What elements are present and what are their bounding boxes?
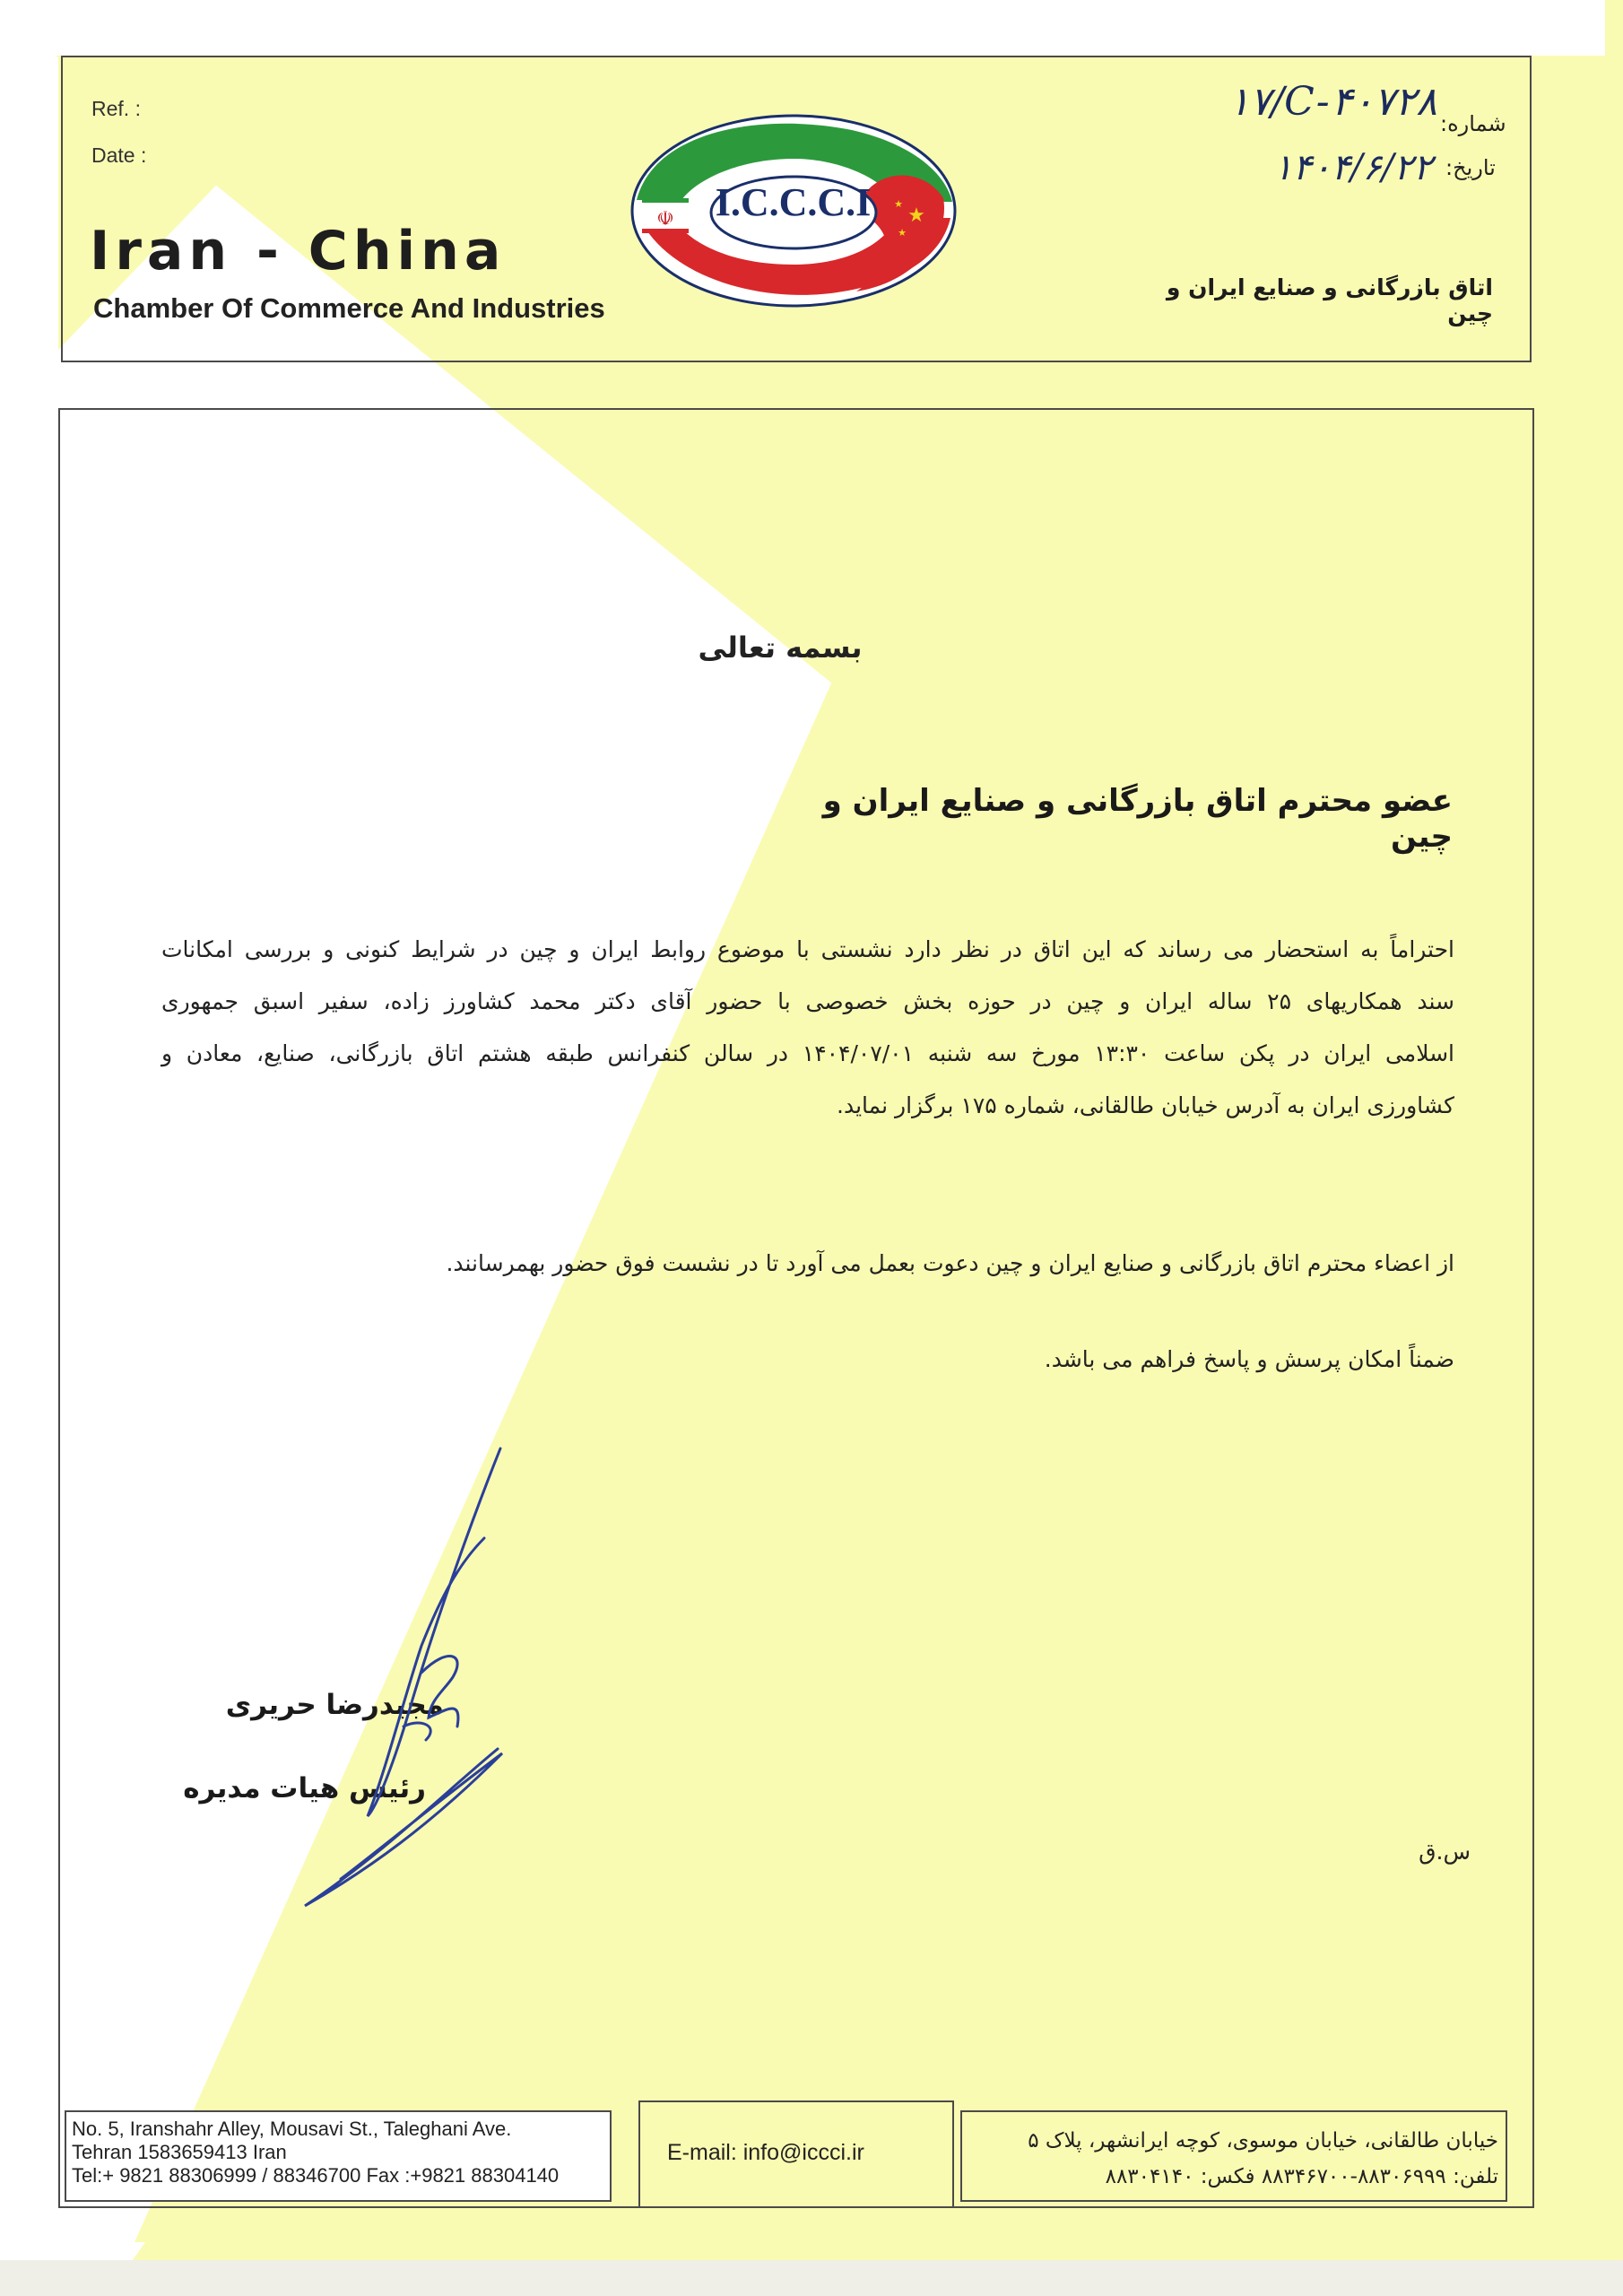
paragraph-1-line-2: سند همکاریهای ۲۵ ساله ایران و چین در حوزه بخش خصوصی با حضور آقای دکتر محمد کشاورز زاده، سفیر اسبق جمهوری — [161, 988, 1454, 1014]
date-label-fa: تاریخ: — [1445, 155, 1496, 180]
letter-paragraph-3: ضمناً امکان پرسش و پاسخ فراهم می باشد. — [1044, 1346, 1454, 1372]
organization-subtitle-en: Chamber Of Commerce And Industries — [93, 292, 605, 324]
letter-paragraph-2: از اعضاء محترم اتاق بازرگانی و صنایع ایران و چین دعوت بعمل می آورد تا در نشست فوق حضور بهمرسانند. — [446, 1250, 1454, 1276]
address-fa: خیابان طالقانی، خیابان موسوی، کوچه ایرانشهر، پلاک ۵ — [1028, 2129, 1498, 2152]
contact-fa: تلفن: ۸۸۳۰۶۹۹۹-۸۸۳۴۶۷۰۰ فکس: ۸۸۳۰۴۱۴۰ — [1105, 2165, 1498, 2188]
date-value-fa: ۱۴۰۴/۶/۲۲ — [1273, 147, 1433, 188]
svg-text:★: ★ — [907, 204, 925, 227]
ref-label: Ref. : — [91, 97, 141, 120]
footer-address-fa — [960, 2110, 1507, 2202]
organization-name-en: Iran - China — [90, 220, 507, 283]
signer-title: رئیس هیات مدیره — [183, 1772, 426, 1805]
letter-invocation: بسمه تعالی — [698, 631, 863, 665]
footer-email: E-mail: info@iccci.ir — [667, 2140, 864, 2165]
address-en-line-1: No. 5, Iranshahr Alley, Mousavi St., Taleghani Ave. — [72, 2118, 512, 2140]
footer-email-box — [638, 2100, 954, 2208]
organization-name-fa: اتاق بازرگانی و صنایع ایران و چین — [1166, 274, 1493, 326]
footer-address-en — [65, 2110, 612, 2202]
typist-initials: س.ق — [1419, 1839, 1471, 1865]
reference-number-value: ۱۷/C-۴۰۷۲۸ — [1228, 79, 1437, 125]
reference-number-label-fa: شماره: — [1440, 111, 1506, 136]
letter-paragraph-1 — [161, 936, 1454, 1144]
logo-acronym: I.C.C.C.I — [715, 180, 872, 224]
svg-text:☫: ☫ — [656, 208, 674, 230]
letter-body-frame — [58, 408, 1534, 2208]
paragraph-1-line-3: اسلامی ایران در پکن ساعت ۱۳:۳۰ مورخ سه شنبه ۱۴۰۴/۰۷/۰۱ در سالن کنفرانس طبقه هشتم اتاق بازرگانی، صنایع، معادن و — [161, 1040, 1455, 1066]
address-en-line-2: Tehran 1583659413 Iran — [72, 2141, 287, 2163]
paragraph-1-line-4: کشاورزی ایران به آدرس خیابان طالقانی، شماره ۱۷۵ برگزار نماید. — [837, 1092, 1454, 1118]
signer-name: مجیدرضا حریری — [225, 1689, 444, 1721]
date-label: Date : — [91, 144, 147, 167]
svg-text:★: ★ — [898, 227, 907, 239]
letter-salutation: عضو محترم اتاق بازرگانی و صنایع ایران و چین — [822, 783, 1453, 855]
handwritten-signature — [269, 1431, 538, 1915]
paragraph-1-line-1: احتراماً به استحضار می رساند که این اتاق در نظر دارد نشستی با موضوع روابط ایران و چین در شرایط کنونی و بررسی امکانات — [161, 936, 1454, 962]
svg-text:★: ★ — [894, 198, 903, 210]
contact-en: Tel:+ 9821 88306999 / 88346700 Fax :+9821 88304140 — [72, 2164, 560, 2187]
